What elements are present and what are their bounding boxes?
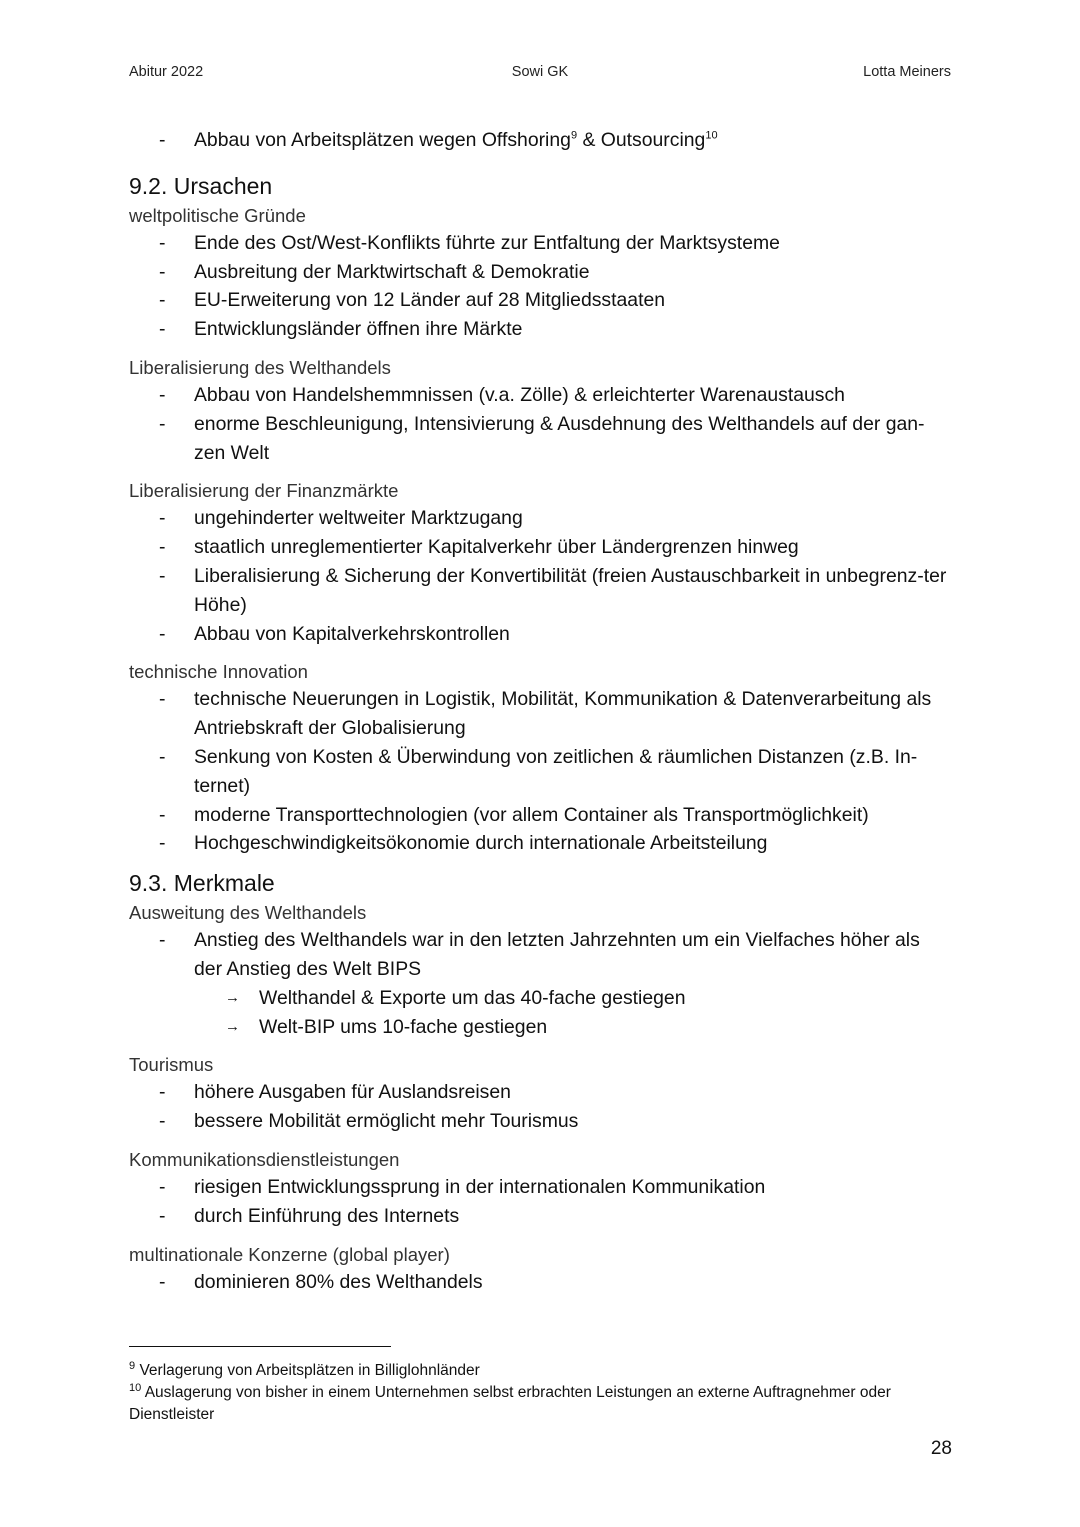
group-heading: Tourismus	[129, 1054, 214, 1076]
list-item: - Ausbreitung der Marktwirtschaft & Demokratie	[129, 258, 953, 287]
list-item: - Senkung von Kosten & Überwindung von zeitlichen & räumlichen Distanzen (z.B. In-ternet)	[129, 743, 953, 801]
list-item: - technische Neuerungen in Logistik, Mobilität, Kommunikation & Datenverarbeitung als Antriebskraft der Globalisierung	[129, 685, 953, 743]
list-item: - staatlich unreglementierter Kapitalverkehr über Ländergrenzen hinweg	[129, 533, 953, 562]
footnote-text: Auslagerung von bisher in einem Unternehmen selbst erbrachten Leistungen an externe Auftragnehmer oder Dienstleister	[129, 1384, 891, 1423]
group-heading: Liberalisierung des Welthandels	[129, 356, 391, 378]
footnote-ref[interactable]: 9	[570, 129, 578, 142]
footnote	[129, 1382, 959, 1426]
group-list	[129, 926, 953, 1041]
section-title-ursachen: 9.2. Ursachen	[129, 172, 273, 199]
lead-list	[129, 126, 953, 155]
group-list	[129, 1268, 953, 1297]
sub-list-item: → Welt-BIP ums 10-fache gestiegen	[129, 1013, 953, 1042]
group-heading: technische Innovation	[129, 661, 308, 683]
group-list	[129, 685, 953, 858]
footnote-number: 9	[129, 1359, 136, 1372]
list-item: - Hochgeschwindigkeitsökonomie durch internationale Arbeitsteilung	[129, 829, 953, 858]
list-item: - ungehinderter weltweiter Marktzugang	[129, 504, 953, 533]
list-item: - Ende des Ost/West-Konflikts führte zur Entfaltung der Marktsysteme	[129, 229, 953, 258]
group-list	[129, 381, 953, 467]
lead-text: Abbau von Arbeitsplätzen wegen Offshoring	[194, 129, 571, 151]
list-item: - enorme Beschleunigung, Intensivierung & Ausdehnung des Welthandels auf der gan-zen Welt	[129, 410, 953, 468]
list-item: - riesigen Entwicklungssprung in der internationalen Kommunikation	[129, 1173, 953, 1202]
group-heading: weltpolitische Gründe	[129, 204, 306, 226]
footnote-ref[interactable]: 10	[705, 129, 718, 142]
list-item	[129, 126, 953, 155]
group-heading: Liberalisierung der Finanzmärkte	[129, 480, 399, 502]
group-list	[129, 229, 953, 344]
footnotes	[129, 1360, 959, 1426]
group-heading: multinationale Konzerne (global player)	[129, 1243, 450, 1265]
list-item: - Anstieg des Welthandels war in den letzten Jahrzehnten um ein Vielfaches höher als der Anstieg des Welt BIPS	[129, 926, 953, 984]
list-item: - bessere Mobilität ermöglicht mehr Tourismus	[129, 1107, 953, 1136]
header-subject: Sowi GK	[511, 64, 569, 80]
list-item: - Abbau von Kapitalverkehrskontrollen	[129, 620, 953, 649]
list-item: - Abbau von Handelshemmnissen (v.a. Zölle) & erleichterter Warenaustausch	[129, 381, 953, 410]
group-heading: Ausweitung des Welthandels	[129, 902, 367, 924]
page-content	[129, 126, 953, 1306]
sub-list-item: → Welthandel & Exporte um das 40-fache gestiegen	[129, 984, 953, 1013]
header-author: Lotta Meiners	[863, 64, 951, 80]
list-item: - moderne Transporttechnologien (vor allem Container als Transportmöglichkeit)	[129, 801, 953, 830]
section-title-merkmale: 9.3. Merkmale	[129, 870, 275, 897]
group-list	[129, 1078, 953, 1136]
footnote	[129, 1360, 959, 1382]
group-heading: Kommunikationsdienstleistungen	[129, 1148, 400, 1170]
page-header	[129, 64, 951, 86]
group-list	[129, 504, 953, 648]
footnote-text: Verlagerung von Arbeitsplätzen in Billiglohnländer	[139, 1362, 480, 1379]
lead-text-mid: & Outsourcing	[577, 129, 706, 151]
list-item: - dominieren 80% des Welthandels	[129, 1268, 953, 1297]
list-item: - höhere Ausgaben für Auslandsreisen	[129, 1078, 953, 1107]
header-exam: Abitur 2022	[129, 64, 204, 80]
list-item: - Liberalisierung & Sicherung der Konvertibilität (freien Austauschbarkeit in unbegrenz-ter Höhe)	[129, 562, 953, 620]
group-list	[129, 1173, 953, 1231]
list-item: - durch Einführung des Internets	[129, 1202, 953, 1231]
footnote-number: 10	[129, 1381, 142, 1394]
list-item: - Entwicklungsländer öffnen ihre Märkte	[129, 315, 953, 344]
footnote-divider	[129, 1346, 391, 1347]
list-item: - EU-Erweiterung von 12 Länder auf 28 Mitgliedsstaaten	[129, 286, 953, 315]
page-number: 28	[930, 1438, 952, 1459]
